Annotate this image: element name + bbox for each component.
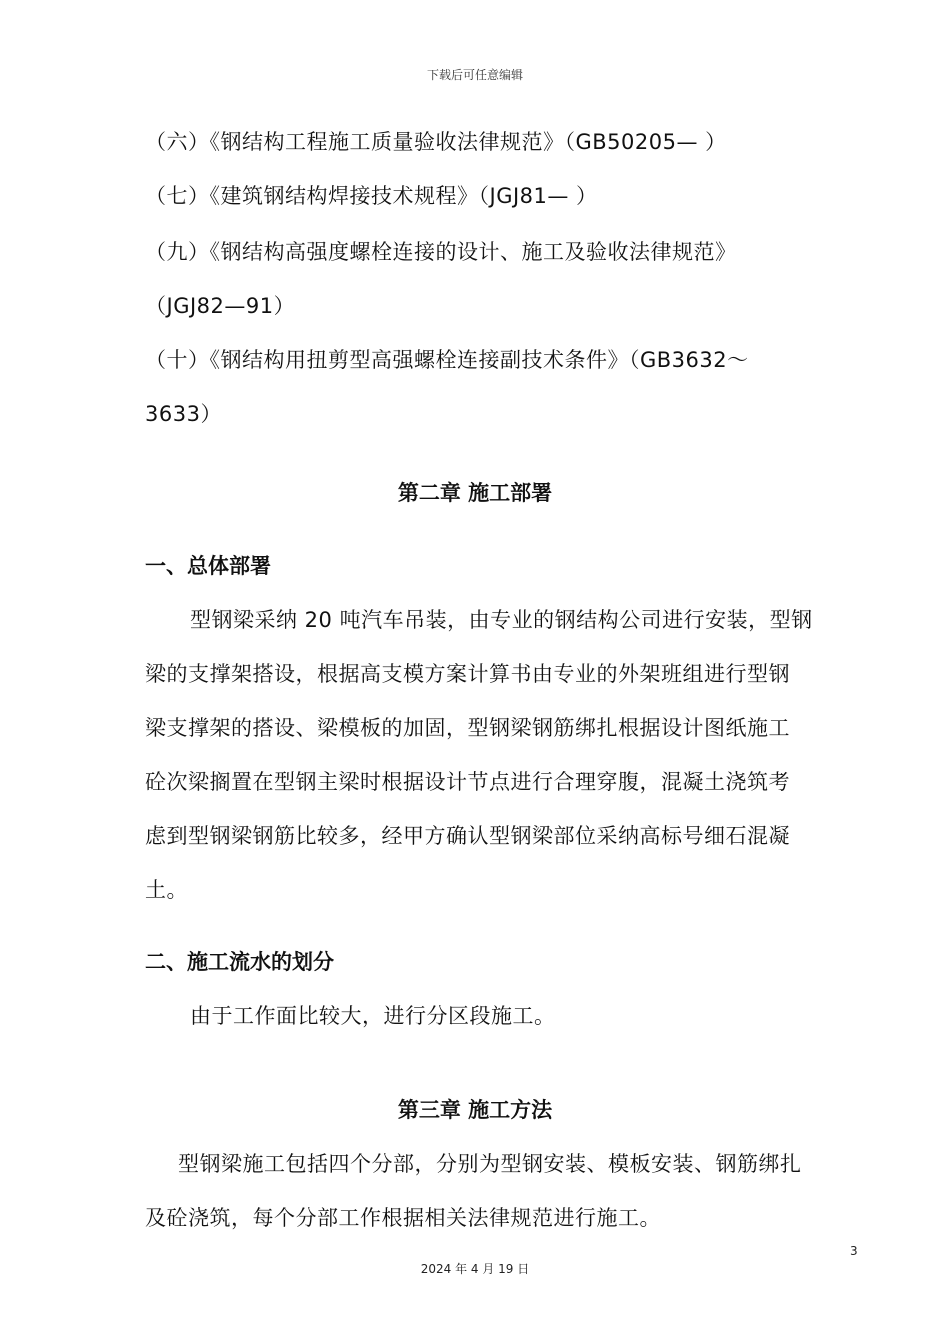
paragraph-line: 梁支撑架的搭设、梁模板的加固，型钢梁钢筋绑扎根据设计图纸施工 <box>145 716 790 740</box>
reference-line: （JGJ82—91） <box>145 294 296 318</box>
reference-line: （六）《钢结构工程施工质量验收法律规范》（GB50205— ） <box>145 130 727 154</box>
chapter-2-title: 第二章 施工部署 <box>397 481 553 505</box>
paragraph-line: 土。 <box>145 878 188 902</box>
paragraph-line: 由于工作面比较大，进行分区段施工。 <box>190 1004 556 1028</box>
paragraph-line: 型钢梁施工包括四个分部，分别为型钢安装、模板安装、钢筋绑扎 <box>178 1152 802 1176</box>
chapter-3-title: 第三章 施工方法 <box>397 1098 553 1122</box>
paragraph-line: 虑到型钢梁钢筋比较多，经甲方确认型钢梁部位采纳高标号细石混凝 <box>145 824 790 848</box>
paragraph-line: 及砼浇筑，每个分部工作根据相关法律规范进行施工。 <box>145 1206 661 1230</box>
section-2-title: 二、施工流水的划分 <box>145 950 334 974</box>
paragraph-line: 梁的支撑架搭设，根据高支模方案计算书由专业的外架班组进行型钢 <box>145 662 790 686</box>
page-date: 2024 年 4 月 19 日 <box>420 1262 530 1276</box>
paragraph-line: 型钢梁采纳 20 吨汽车吊装，由专业的钢结构公司进行安装，型钢 <box>190 608 813 632</box>
reference-line: 3633） <box>145 402 222 426</box>
section-1-title: 一、总体部署 <box>145 554 271 578</box>
page-number: 3 <box>850 1244 858 1258</box>
reference-line: （十）《钢结构用扭剪型高强螺栓连接副技术条件》（GB3632～ <box>145 348 749 372</box>
page-header-note: 下载后可任意编辑 <box>426 68 523 82</box>
reference-line: （九）《钢结构高强度螺栓连接的设计、施工及验收法律规范》 <box>145 240 737 264</box>
paragraph-line: 砼次梁搁置在型钢主梁时根据设计节点进行合理穿腹，混凝土浇筑考 <box>145 770 790 794</box>
reference-line: （七）《建筑钢结构焊接技术规程》（JGJ81— ） <box>145 184 598 208</box>
